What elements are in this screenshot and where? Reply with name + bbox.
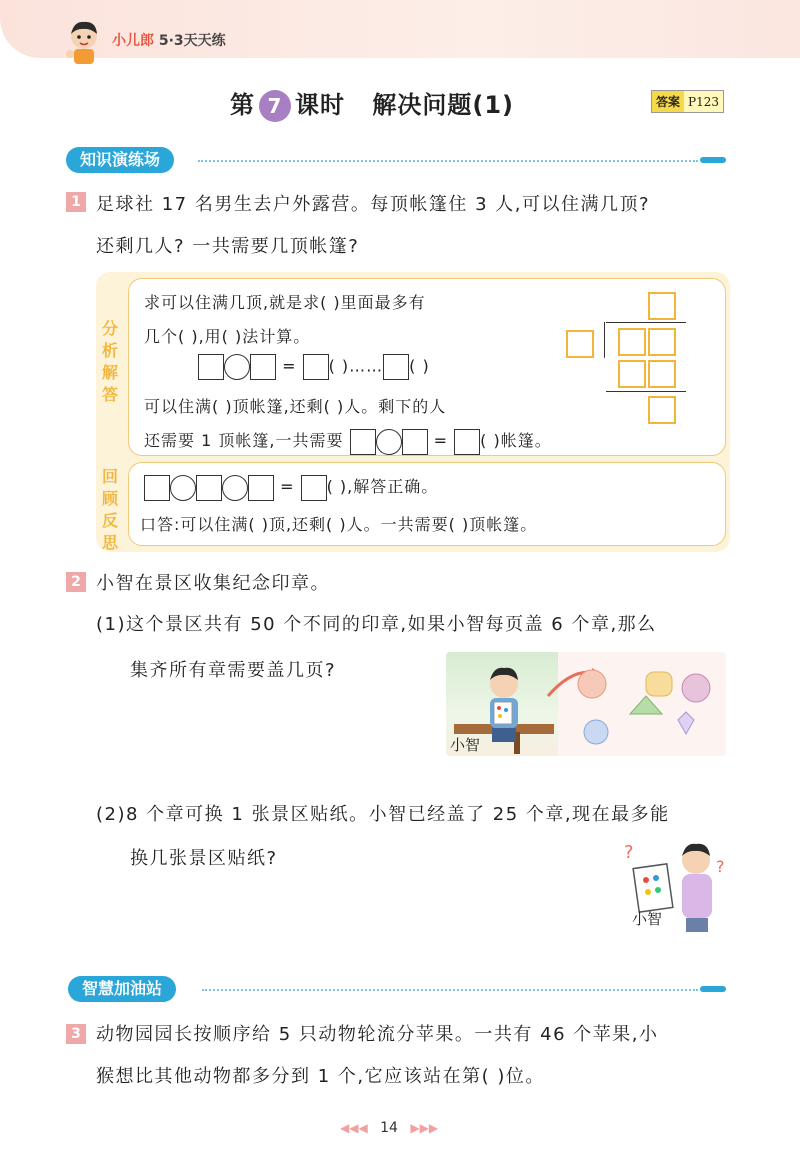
division-subtract-line [606,391,686,392]
title-topic: 解决问题(1) [372,91,514,119]
analysis-line4: 可以住满( )顶帐篷,还剩( )人。剩下的人 [144,397,447,416]
question-number-3: 3 [66,1024,86,1044]
blank-box[interactable] [402,429,428,455]
pencil-icon [700,986,726,992]
analysis-equation: = ( )…… ( ) [198,354,430,380]
svg-text:?: ? [624,842,634,863]
pencil-icon [700,157,726,163]
blank-box[interactable] [196,475,222,501]
operator-circle[interactable] [222,475,248,501]
section-divider [198,160,698,162]
analysis-line5-text: 还需要 1 顶帐篷,一共需要 [144,431,344,450]
review-label: 回顾反思 [101,467,118,552]
review-line2: 口答:可以住满( )顶,还剩( )人。一共需要( )顶帐篷。 [140,515,538,534]
brand-label [112,30,226,50]
section-divider [202,989,698,991]
svg-text:?: ? [716,857,725,876]
equation-unit-remainder: ( ) [409,356,430,376]
mascot-boy-icon [62,18,106,66]
q2-intro: 小智在景区收集纪念印章。 [96,573,330,594]
img1-caption: 小智 [450,736,481,754]
blank-box[interactable] [250,354,276,380]
blank-box[interactable] [248,475,274,501]
section-practice-header: 知识演练场 [66,147,174,173]
operator-circle[interactable] [170,475,196,501]
review-line1: = ( ),解答正确。 [144,474,438,501]
page-number: 14 [380,1120,398,1136]
division-bracket [604,322,605,358]
division-quotient-box[interactable] [648,292,676,320]
stamps-icon [574,662,724,752]
operator-circle[interactable] [376,429,402,455]
right-arrows-icon: ▶▶▶ [410,1121,439,1135]
division-digit-box[interactable] [648,328,676,356]
page-footer [340,1120,438,1136]
analysis-line2: 几个( ),用( )法计算。 [144,327,311,346]
blank-box[interactable] [383,354,409,380]
division-remainder-box[interactable] [648,396,676,424]
q3-text-line1: 动物园园长按顺序给 5 只动物轮流分苹果。一共有 46 个苹果,小 [96,1024,659,1045]
blank-box[interactable] [301,475,327,501]
q3-text-line2: 猴想比其他动物都多分到 1 个,它应该站在第( )位。 [96,1066,545,1087]
q2-part1-line2: 集齐所有章需要盖几页? [130,660,337,681]
analysis-line5-tail: ( )帐篷。 [480,431,552,450]
q1-text-line1: 足球社 17 名男生去户外露营。每顶帐篷住 3 人,可以住满几顶? [96,194,651,215]
long-division-diagram [566,290,696,430]
stamp-collecting-illustration [446,652,726,756]
blank-box[interactable] [144,475,170,501]
page-title [230,85,514,122]
brand-prefix: 小儿郎 [112,33,154,49]
review-line1-tail: ( ),解答正确。 [326,477,439,496]
division-digit-box[interactable] [648,360,676,388]
equation-unit-quotient: ( )…… [328,356,384,376]
operator-circle[interactable] [224,354,250,380]
answer-label: 答案 [652,91,684,112]
q2-part2-line2: 换几张景区贴纸? [130,848,278,869]
lesson-number-badge: 7 [259,90,291,122]
division-digit-box[interactable] [618,328,646,356]
blank-box[interactable] [454,429,480,455]
question-number-2: 2 [66,572,86,592]
title-mid: 课时 [295,91,345,119]
division-divisor-box[interactable] [566,330,594,358]
blank-box[interactable] [303,354,329,380]
analysis-line1: 求可以住满几顶,就是求( )里面最多有 [144,293,426,312]
answer-reference[interactable] [651,90,724,113]
title-prefix: 第 [230,91,255,119]
left-arrows-icon: ◀◀◀ [340,1121,368,1135]
section-boost-header: 智慧加油站 [68,976,176,1002]
answer-page: P123 [688,95,719,109]
q1-text-line2: 还剩几人? 一共需要几顶帐篷? [96,236,360,257]
analysis-line5: 还需要 1 顶帐篷,一共需要 = ( )帐篷。 [144,428,552,455]
q2-part2-line1: (2)8 个章可换 1 张景区贴纸。小智已经盖了 25 个章,现在最多能 [96,804,670,825]
division-bar [606,322,686,323]
q2-part1-line1: (1)这个景区共有 50 个不同的印章,如果小智每页盖 6 个章,那么 [96,614,657,635]
question-number-1: 1 [66,192,86,212]
analysis-label: 分析解答 [101,319,118,404]
blank-box[interactable] [198,354,224,380]
img2-caption: 小智 [632,910,663,928]
blank-box[interactable] [350,429,376,455]
division-digit-box[interactable] [618,360,646,388]
brand-suffix: 5·3天天练 [158,33,226,49]
